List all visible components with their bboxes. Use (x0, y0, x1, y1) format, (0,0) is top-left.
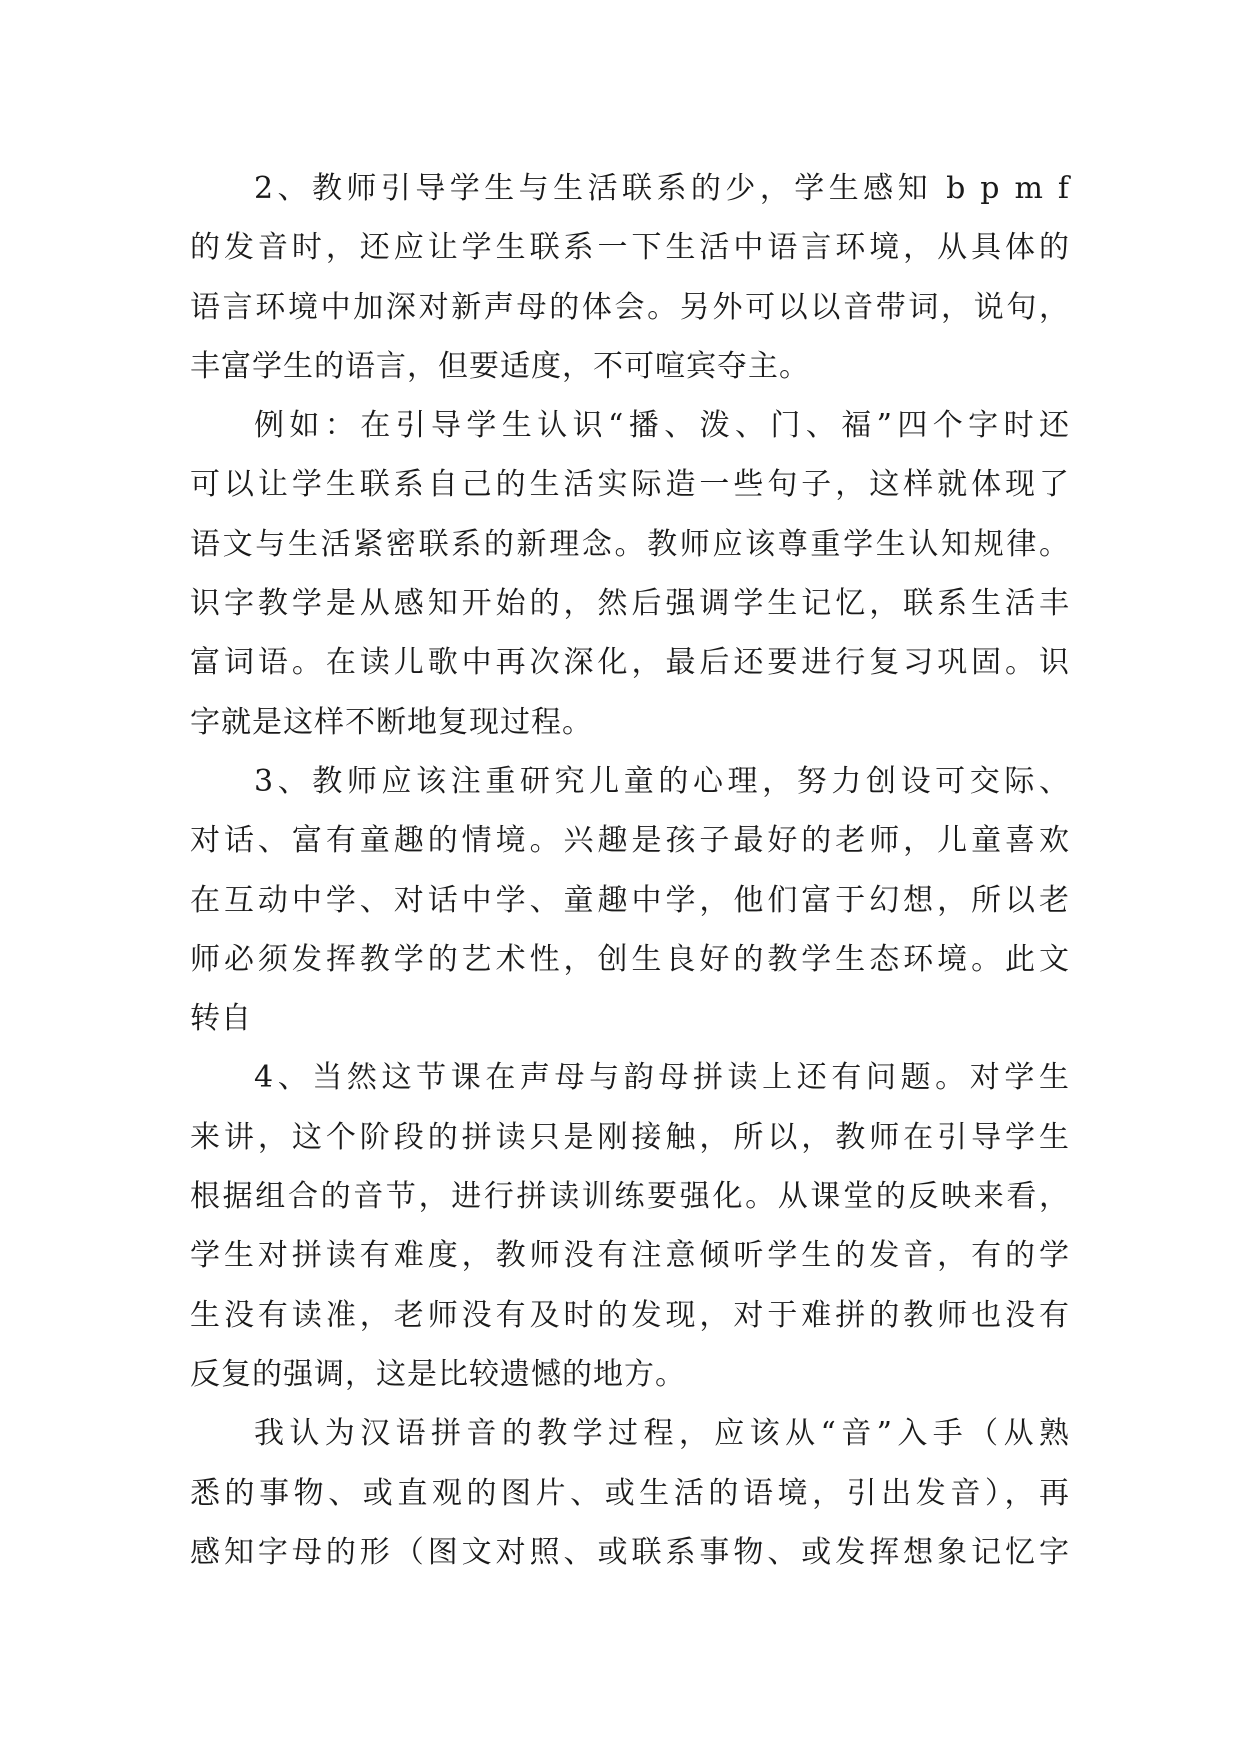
text-line: 语文与生活紧密联系的新理念。教师应该尊重学生认知规律。 (190, 526, 1070, 562)
text-line: 3、教师应该注重研究儿童的心理，努力创设可交际、 (254, 763, 1070, 799)
text-line: 识字教学是从感知开始的，然后强调学生记忆，联系生活丰 (190, 586, 1070, 622)
text-line: 字就是这样不断地复现过程。 (190, 704, 593, 740)
document-body (190, 159, 1070, 1582)
text-line: 的发音时，还应让学生联系一下生活中语言环境，从具体的 (190, 230, 1070, 266)
text-line: 反复的强调，这是比较遗憾的地方。 (190, 1356, 686, 1392)
text-line: 丰富学生的语言，但要适度，不可喧宾夺主。 (190, 348, 810, 384)
text-line: 2、教师引导学生与生活联系的少，学生感知 b p m f (254, 171, 1070, 206)
text-line: 我认为汉语拼音的教学过程，应该从“音”入手（从熟 (254, 1416, 1070, 1452)
text-line: 例如：在引导学生认识“播、泼、门、福”四个字时还 (254, 408, 1070, 444)
text-line: 在互动中学、对话中学、童趣中学，他们富于幻想，所以老 (190, 882, 1070, 918)
text-line: 根据组合的音节，进行拼读训练要强化。从课堂的反映来看， (190, 1179, 1070, 1215)
text-line: 4、当然这节课在声母与韵母拼读上还有问题。对学生 (254, 1060, 1070, 1096)
text-line: 语言环境中加深对新声母的体会。另外可以以音带词，说句， (190, 289, 1070, 325)
text-line: 对话、富有童趣的情境。兴趣是孩子最好的老师，儿童喜欢 (190, 823, 1070, 859)
text-line: 师必须发挥教学的艺术性，创生良好的教学生态环境。此文 (190, 941, 1070, 977)
text-line: 转自 (190, 1001, 252, 1037)
text-line: 学生对拼读有难度，教师没有注意倾听学生的发音，有的学 (190, 1238, 1070, 1274)
text-line: 悉的事物、或直观的图片、或生活的语境，引出发音），再 (190, 1475, 1070, 1511)
text-line: 感知字母的形（图文对照、或联系事物、或发挥想象记忆字 (190, 1534, 1070, 1570)
text-line: 生没有读准，老师没有及时的发现，对于难拼的教师也没有 (190, 1297, 1070, 1333)
text-line: 来讲，这个阶段的拼读只是刚接触，所以，教师在引导学生 (190, 1119, 1070, 1155)
text-line: 可以让学生联系自己的生活实际造一些句子，这样就体现了 (190, 467, 1070, 503)
text-line: 富词语。在读儿歌中再次深化，最后还要进行复习巩固。识 (190, 645, 1070, 681)
